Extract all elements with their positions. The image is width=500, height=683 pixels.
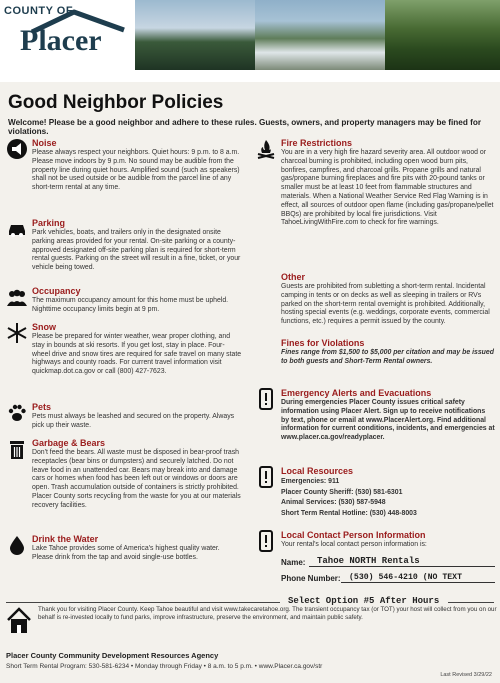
- phone-icon: [255, 530, 277, 552]
- resource-line: Emergencies: 911: [281, 478, 340, 485]
- parking-heading: Parking: [32, 218, 66, 228]
- pets-text: Pets must always be leashed and secured on the property. Always pick up their waste.: [32, 413, 235, 429]
- occupancy-heading: Occupancy: [32, 286, 81, 296]
- program-info: Short Term Rental Program: 530-581-6234 • Monday through Friday • 8 a.m. to 5 p.m. • www.Placer.ca.gov/str: [6, 663, 323, 670]
- phone-icon: [255, 466, 277, 488]
- photo-lake: [135, 0, 255, 70]
- pets-heading: Pets: [32, 402, 52, 412]
- intro-text: Welcome! Please be a good neighbor and adhere to these rules. Guests, owners, and property managers may be fined for violations.: [8, 118, 482, 136]
- fire-section: [255, 138, 495, 228]
- county-logo: [2, 4, 132, 64]
- emergency-section: [255, 388, 495, 443]
- resources-list: [281, 477, 495, 519]
- water-section: [6, 534, 242, 563]
- contact-name-row: [281, 556, 495, 567]
- water-drop-icon: [6, 534, 28, 556]
- header-photos: [135, 0, 500, 70]
- resource-line: Short Term Rental Hotline: (530) 448-8003: [281, 509, 417, 517]
- house-icon: [6, 606, 32, 636]
- contact-text: Your rental's local contact person information is:: [281, 541, 427, 548]
- garbage-section: [6, 438, 242, 511]
- emergency-text: During emergencies Placer County issues critical safety information using Placer Alert. Sign up to receive notifications by text, phone or email at www.PlacerAlert.org. Find additional information for current conditions, incidents, and emergencies at www.placer.ca.gov/readyplacer.: [281, 399, 495, 442]
- paw-icon: [6, 402, 28, 424]
- car-icon: [6, 218, 28, 240]
- name-label: Name:: [281, 557, 306, 567]
- footer-box: [6, 604, 497, 644]
- fire-heading: Fire Restrictions: [281, 138, 353, 148]
- occupancy-text: The maximum occupancy amount for this home must be upheld. Nighttime occupancy limits begin at 9 pm.: [32, 297, 229, 313]
- contact-section: [255, 530, 495, 583]
- contact-phone-row: [281, 573, 495, 583]
- noise-heading: Noise: [32, 138, 57, 148]
- logo-text: Placer: [20, 24, 102, 57]
- resource-line: Animal Services: (530) 587-5948: [281, 499, 386, 506]
- snowflake-icon: [6, 322, 28, 344]
- photo-snow: [255, 0, 385, 70]
- footer-thanks: Thank you for visiting Placer County. Keep Tahoe beautiful and visit www.takecaretahoe.org. The transient occupancy tax (or TOT) your host will collect from you on our behalf is re-invested locally to fund parks, improve infrastructure, preserve the environment, and maintain public safety.: [38, 606, 497, 621]
- water-text: Lake Tahoe provides some of America's highest quality water. Please drink from the tap and avoid single-use bottles.: [32, 545, 220, 561]
- page-title: Good Neighbor Policies: [8, 92, 224, 113]
- pets-section: [6, 402, 242, 431]
- contact-heading: Local Contact Person Information: [281, 530, 426, 540]
- resources-heading: Local Resources: [281, 466, 354, 476]
- other-section: [255, 272, 495, 327]
- resource-line: Placer County Sheriff: (530) 581-6301: [281, 488, 403, 496]
- fines-heading: Fines for Violations: [281, 338, 365, 348]
- snow-section: [6, 322, 242, 377]
- header-banner: [0, 0, 500, 82]
- people-icon: [6, 286, 28, 308]
- snow-heading: Snow: [32, 322, 56, 332]
- other-text: Guests are prohibited from subletting a short-term rental. Incidental camping in tents or on decks as well as sleeping in trailers or RVs parked on the short-term rental overnight is prohibited. Additionally, hosting special events (e.g. weddings, corporate events, commercial functions, etc.) requires a permit issued by the county.: [281, 283, 490, 326]
- resources-section: [255, 466, 495, 519]
- fire-text: You are in a very high fire hazard severity area. All outdoor wood or charcoal burning is prohibited, including open wood burn pits, bonfires, campfires, and charcoal grills. Propane grills and natural gas/propane burning fireplaces and fire pits with 20-pound tanks or smaller must be at least 10 feet from flammable structures and materials. When a National Weather Service Red Flag Warning is in effect, all sources of outdoor open flame (including gas/propane/pellet BBQs) are prohibited by local fire jurisdictions. Visit TahoeLivingWithFire.com to check for fire warnings.: [281, 149, 494, 227]
- noise-section: [6, 138, 242, 193]
- agency-name: Placer County Community Development Resources Agency: [6, 651, 219, 660]
- other-heading: Other: [281, 272, 306, 282]
- phone-label: Phone Number:: [281, 573, 341, 583]
- noise-text: Please always respect your neighbors. Quiet hours: 9 p.m. to 8 a.m. Please move indoors by 9 p.m. No sound may be audible from the property line during quiet hours. Amplified sound (such as speakers) shall not be used outside or be audible from the parcel line of any short-term rental at any time.: [32, 149, 240, 192]
- parking-section: [6, 218, 242, 273]
- campfire-icon: [255, 138, 277, 160]
- trash-can-icon: [6, 438, 28, 460]
- parking-text: Park vehicles, boats, and trailers only in the designated onsite parking areas provided for your rental. On-site parking or a county-approved designated off-site parking plan is required for short-term rental guests. Parking on the street will result in a fine, ticket, or your vehicle being towed.: [32, 229, 241, 272]
- water-heading: Drink the Water: [32, 534, 99, 544]
- photo-forest: [385, 0, 500, 70]
- garbage-heading: Garbage & Bears: [32, 438, 106, 448]
- emergency-heading: Emergency Alerts and Evacuations: [281, 388, 432, 398]
- revised-date: Last Revised 3/29/22: [440, 672, 492, 678]
- megaphone-icon: [6, 138, 28, 160]
- occupancy-section: [6, 286, 242, 315]
- fines-text: Fines range from $1,500 to $5,000 per citation and may be issued to both guests and Short-Term Rental owners.: [281, 349, 494, 365]
- divider: [448, 602, 494, 603]
- fines-section: [255, 338, 495, 367]
- divider: [6, 602, 280, 603]
- phone-value[interactable]: (530) 546-4210 (NO TEXT: [341, 573, 495, 583]
- alert-phone-icon: [255, 388, 277, 410]
- snow-text: Please be prepared for winter weather, wear proper clothing, and stay in bounds at ski resorts. If you get lost, stay in place. Four-wheel drive and snow tires are required for safe travel on many state highways and county roads. For current travel information visit quickmap.dot.ca.gov or call (800) 427-7623.: [32, 333, 242, 376]
- name-value[interactable]: Tahoe NORTH Rentals: [309, 556, 495, 567]
- garbage-text: Don't feed the bears. All waste must be disposed in bear-proof trash receptacles (bear bins or dumpsters) and securely latched. Do not leave food in an unattended car. Bears may break into and damage cars or homes when food has been left out or windows or doors are open. Trash accumulation outside of containers is strictly prohibited. Placer County sorts recycling from the waste for you at our materials recovery facilities.: [32, 449, 241, 509]
- county-label: COUNTY OF: [4, 5, 74, 17]
- select-option-text: Select Option #5 After Hours: [288, 596, 440, 606]
